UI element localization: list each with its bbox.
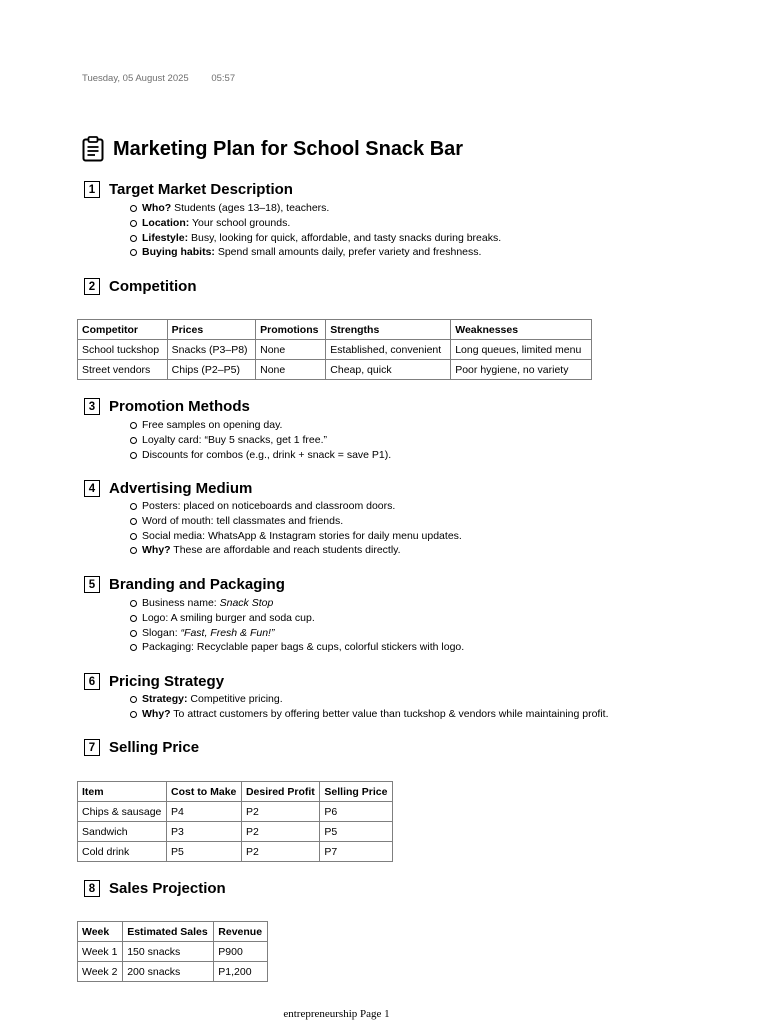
section-number-badge: 1 [84,181,100,198]
table-cell: P2 [241,802,319,822]
list-item: Strategy: Competitive pricing. [142,692,609,707]
table-row [78,360,592,380]
section-title: Competition [109,278,197,295]
pricing-strategy-list [142,692,609,722]
table-cell: P5 [167,842,242,862]
table-cell: P7 [320,842,393,862]
branding-list [142,596,464,655]
section-number-badge: 6 [84,673,100,690]
column-header: Promotions [256,320,326,340]
section-7-heading [84,739,199,756]
table-cell: Cheap, quick [326,360,451,380]
section-title: Sales Projection [109,880,226,897]
section-number-badge: 7 [84,739,100,756]
list-item: Who? Students (ages 13–18), teachers. [142,201,501,216]
section-number-badge: 8 [84,880,100,897]
section-3-heading [84,398,250,415]
list-item: Posters: placed on noticeboards and classroom doors. [142,499,462,514]
table-cell: P2 [241,822,319,842]
column-header: Estimated Sales [123,922,214,942]
table-cell: Cold drink [78,842,167,862]
list-item: Free samples on opening day. [142,418,391,433]
list-item: Loyalty card: “Buy 5 snacks, get 1 free.” [142,433,391,448]
page-title [82,136,463,162]
section-title: Pricing Strategy [109,673,225,690]
table-cell: P5 [320,822,393,842]
table-cell: Week 1 [78,942,123,962]
table-header-row [78,922,268,942]
table-cell: 200 snacks [123,962,214,982]
list-item: Social media: WhatsApp & Instagram stories for daily menu updates. [142,529,462,542]
table-row [78,340,592,360]
table-cell: P1,200 [214,962,268,982]
list-item: Lifestyle: Busy, looking for quick, affordable, and tasty snacks during breaks. [142,231,502,244]
date-text: Tuesday, 05 August 2025 [82,73,189,84]
table-cell: Snacks (P3–P8) [167,340,255,360]
table-row [78,822,393,842]
table-cell: P6 [320,802,393,822]
list-item: Slogan: “Fast, Fresh & Fun!” [142,626,464,641]
table-cell: P3 [167,822,242,842]
column-header: Week [78,922,123,942]
table-row [78,802,393,822]
table-header-row [78,320,592,340]
promotion-methods-list [142,418,391,462]
column-header: Prices [167,320,255,340]
table-cell: School tuckshop [78,340,168,360]
list-item: Packaging: Recyclable paper bags & cups, colorful stickers with logo. [142,641,465,654]
advertising-medium-list [142,499,462,558]
section-5-heading [84,576,285,593]
section-title: Branding and Packaging [109,576,285,593]
column-header: Competitor [78,320,168,340]
list-item: Discounts for combos (e.g., drink + snack = save P1). [142,448,392,461]
table-cell: Sandwich [78,822,167,842]
sales-projection-table [77,921,268,982]
section-title: Target Market Description [109,181,293,198]
column-header: Strengths [326,320,451,340]
table-cell: Established, convenient [326,340,451,360]
table-cell: Long queues, limited menu [451,340,592,360]
table-header-row [78,782,393,802]
section-1-heading [84,181,293,198]
table-cell: None [256,360,326,380]
table-cell: P4 [167,802,242,822]
page-meta [82,73,235,84]
list-item: Why? These are affordable and reach students directly. [142,543,462,558]
table-row [78,962,268,982]
table-cell: Poor hygiene, no variety [451,360,592,380]
table-cell: Chips & sausage [78,802,167,822]
table-cell: None [256,340,326,360]
section-title: Advertising Medium [109,480,253,497]
list-item: Word of mouth: tell classmates and friends. [142,514,462,529]
section-title: Selling Price [109,739,200,756]
list-item: Location: Your school grounds. [142,216,501,231]
list-item: Logo: A smiling burger and soda cup. [142,611,464,626]
table-cell: P900 [214,942,268,962]
section-number-badge: 3 [84,398,100,415]
section-8-heading [84,880,226,897]
section-number-badge: 2 [84,278,100,295]
column-header: Desired Profit [241,782,319,802]
page-footer: entrepreneurship Page 1 [283,1008,390,1020]
section-number-badge: 4 [84,480,100,497]
table-cell: 150 snacks [123,942,214,962]
column-header: Selling Price [320,782,393,802]
table-cell: Street vendors [78,360,168,380]
target-market-list [142,201,501,260]
section-6-heading [84,673,224,690]
time-text: 05:57 [211,73,236,84]
competition-table [77,319,592,380]
column-header: Revenue [214,922,268,942]
table-row [78,842,393,862]
table-row [78,942,268,962]
clipboard-icon [82,136,104,162]
table-cell: Chips (P2–P5) [167,360,255,380]
table-cell: P2 [241,842,319,862]
list-item: Buying habits: Spend small amounts daily, prefer variety and freshness. [142,245,501,260]
table-cell: Week 2 [78,962,123,982]
section-number-badge: 5 [84,576,100,593]
section-title: Promotion Methods [109,398,250,415]
page-title-text: Marketing Plan for School Snack Bar [113,137,464,160]
list-item: Business name: Snack Stop [142,596,464,611]
section-2-heading [84,278,197,295]
list-item: Why? To attract customers by offering better value than tuckshop & vendors while maintaining profit. [142,707,609,720]
section-4-heading [84,480,252,497]
selling-price-table [77,781,393,862]
column-header: Cost to Make [167,782,242,802]
column-header: Item [78,782,167,802]
column-header: Weaknesses [451,320,592,340]
